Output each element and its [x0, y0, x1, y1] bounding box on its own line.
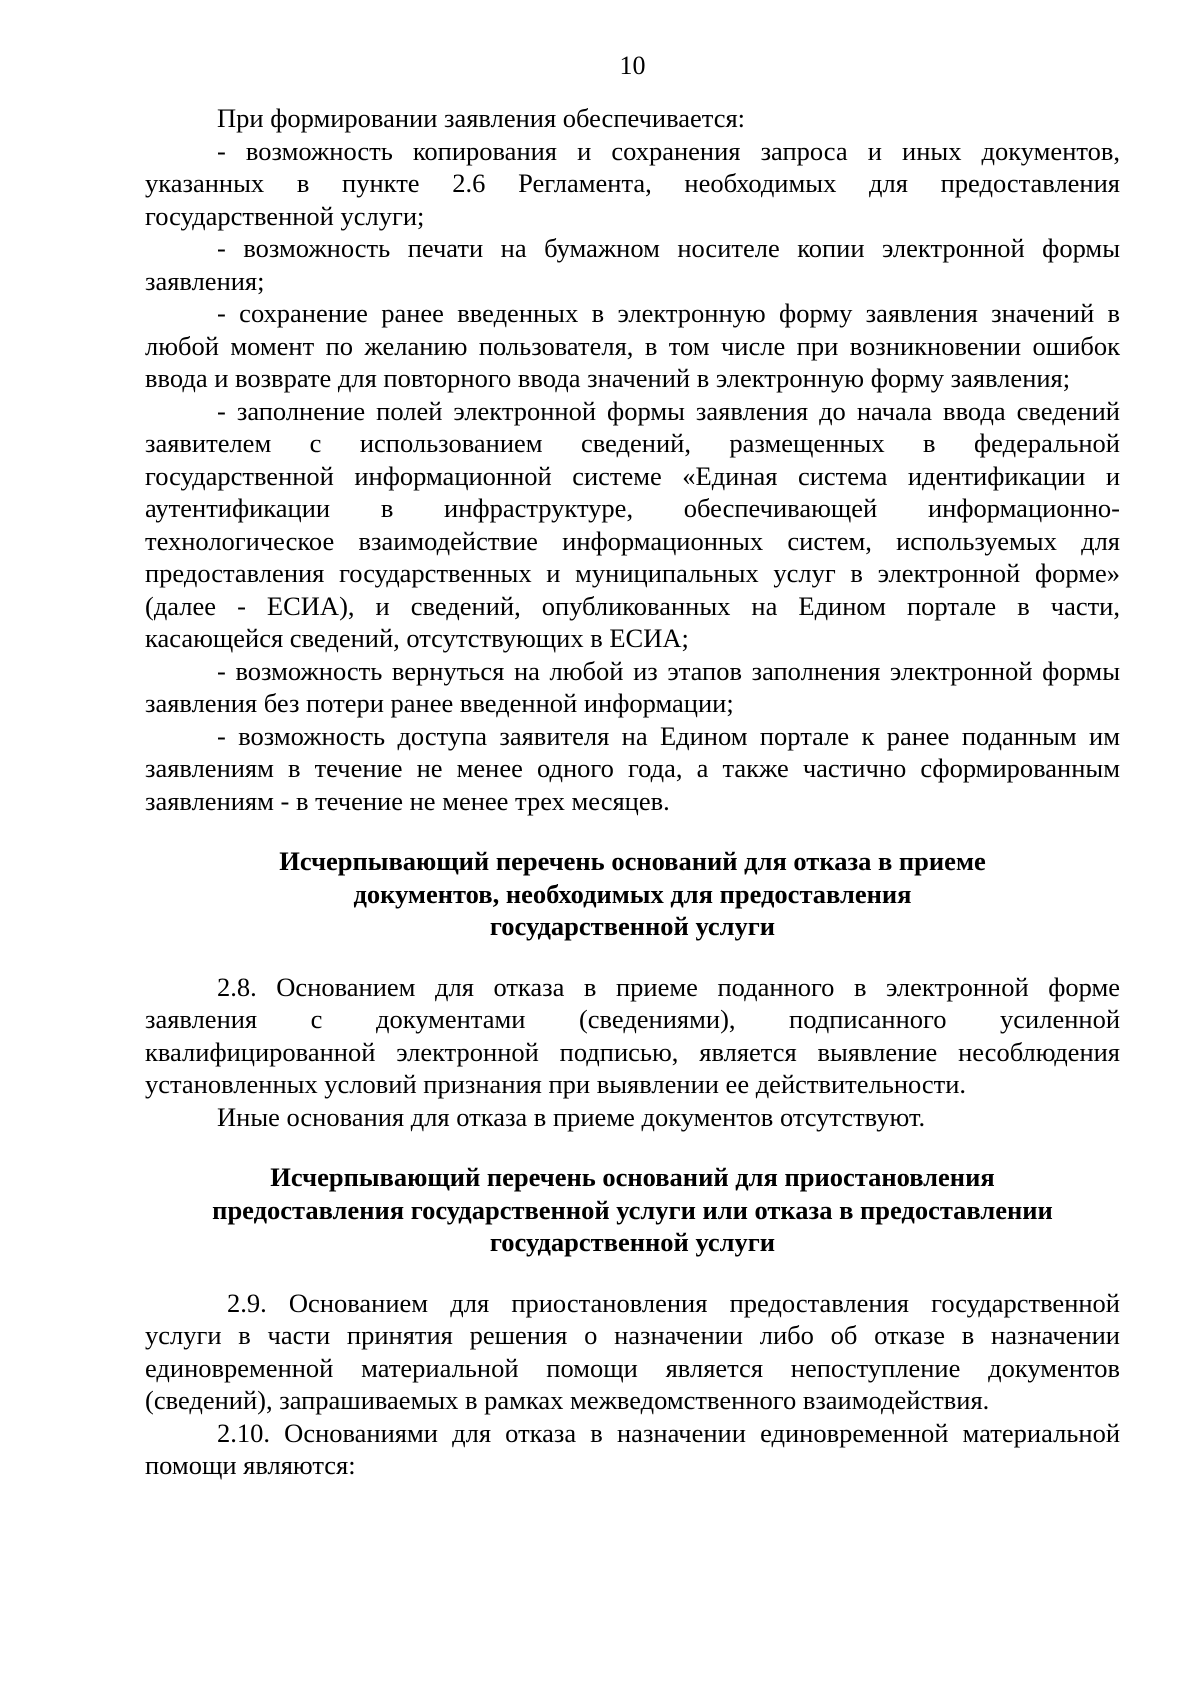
heading-line: государственной услуги — [489, 1227, 776, 1257]
page-number: 10 — [619, 51, 646, 80]
section1-body — [145, 971, 1120, 1134]
intro-paragraph: - возможность доступа заявителя на Едином портале к ранее поданным им заявлениям в течение не менее одного года, а также частично сформированным заявлениям - в течение не менее трех месяцев. — [145, 720, 1120, 816]
intro-paragraph: - заполнение полей электронной формы заявления до начала ввода сведений заявителем с использованием сведений, размещенных в федеральной государственной информационной системе «Единая система идентификации и аутентификации в инфраструктуре, обеспечивающей информационно-технологическое взаимодействие информационных систем, используемых для предоставления государственных и муниципальных услуг в электронной форме» (далее - ЕСИА), и сведений, опубликованных на Едином портале в части, касающейся сведений, отсутствующих в ЕСИА; — [145, 395, 1120, 653]
paragraph-other-grounds: Иные основания для отказа в приеме документов отсутствуют. — [217, 1101, 926, 1132]
intro-paragraph: - возможность вернуться на любой из этапов заполнения электронной формы заявления без потери ранее введенной информации; — [145, 655, 1120, 718]
intro-paragraph: При формировании заявления обеспечивается: — [217, 103, 746, 133]
intro-section — [145, 102, 1120, 817]
intro-paragraph: - возможность печати на бумажном носителе копии электронной формы заявления; — [145, 233, 1120, 296]
intro-paragraph: - сохранение ранее введенных в электронную форму заявления значений в любой момент по желанию пользователя, в том числе при возникновении ошибок ввода и возврате для повторного ввода значений в электронную форму заявления; — [145, 298, 1120, 393]
section-heading-suspension — [145, 1161, 1120, 1259]
heading-line: Исчерпывающий перечень оснований для отказа в приеме — [279, 846, 986, 876]
intro-paragraph: - возможность копирования и сохранения запроса и иных документов, указанных в пункте 2.6 Регламента, необходимых для предоставления государственной услуги; — [145, 135, 1120, 231]
heading-line: Исчерпывающий перечень оснований для приостановления — [270, 1162, 995, 1192]
heading-line: предоставления государственной услуги или отказа в предоставлении — [212, 1194, 1053, 1225]
section-heading-refusal-acceptance — [145, 845, 1120, 943]
paragraph-2-9: 2.9. Основанием для приостановления предоставления государственной услуги в части принятия решения о назначении либо об отказе в назначении единовременной материальной помощи является непоступление документов (сведений), запрашиваемых в рамках межведомственного взаимодействия. — [145, 1287, 1120, 1415]
document-page — [145, 50, 1120, 1482]
heading-line: документов, необходимых для предоставления — [353, 878, 912, 909]
paragraph-2-8: 2.8. Основанием для отказа в приеме поданного в электронной форме заявления с документами (сведениями), подписанного усиленной квалифицированной электронной подписью, является выявление несоблюдения установленных условий признания при выявлении ее действительности. — [145, 971, 1120, 1099]
section2-body — [145, 1287, 1120, 1482]
paragraph-2-10: 2.10. Основаниями для отказа в назначении единовременной материальной помощи являются: — [145, 1417, 1120, 1480]
heading-line: государственной услуги — [489, 911, 776, 941]
